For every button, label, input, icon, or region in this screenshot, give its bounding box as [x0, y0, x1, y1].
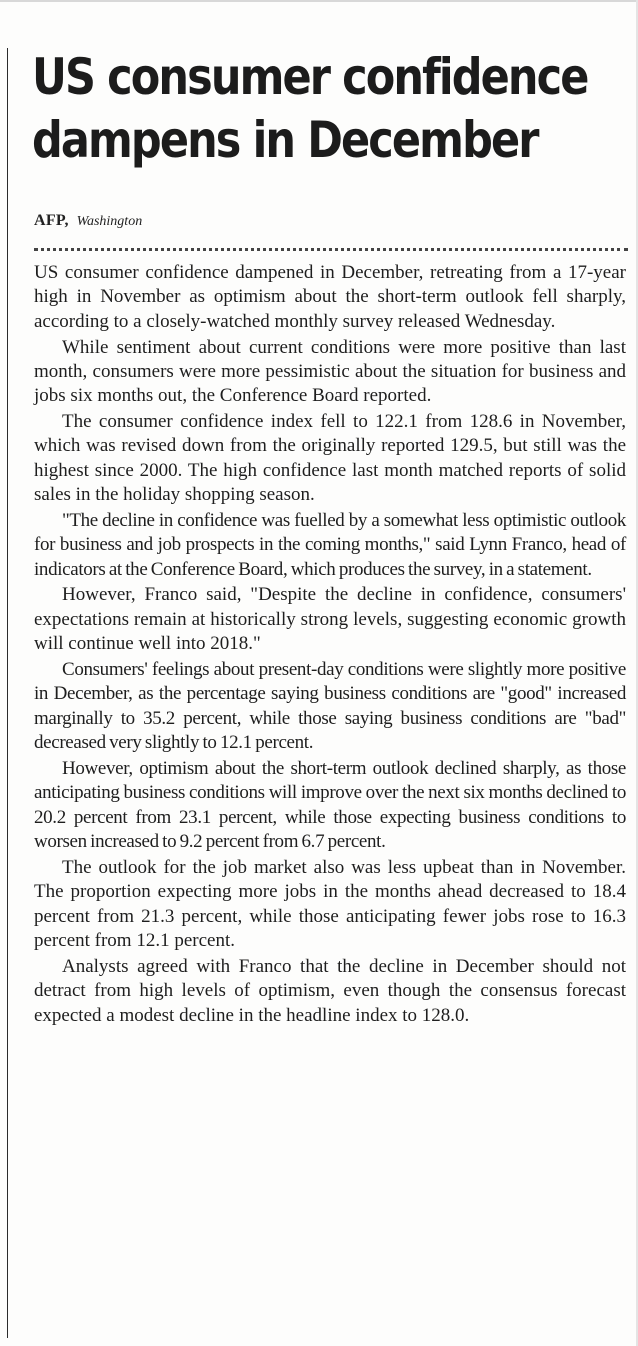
article-paragraph-4: "The decline in confidence was fuelled by a somewhat less optimistic outlook for business and job prospects in the coming months," said Lynn Franco, head of indicators at the Conference Board, which produces the survey, in a statement.: [34, 509, 626, 580]
article-paragraph-3: The consumer confidence index fell to 122.1 from 128.6 in November, which was revised down from the originally reported 129.5, but still was the highest since 2000. The high confidence last month matched reports of solid sales in the holiday shopping season.: [34, 411, 626, 506]
article-paragraph-9: Analysts agreed with Franco that the decline in December should not detract from high levels of optimism, even though the consensus forecast expected a modest decline in the headline index to 128.0.: [34, 955, 626, 1026]
headline-line-1: US consumer confidence: [32, 48, 588, 106]
article-paragraph-1: US consumer confidence dampened in December, retreating from a 17-year high in November as optimism about the short-term outlook fell sharply, according to a closely-watched monthly survey released Wednesday.: [34, 262, 626, 332]
dotted-separator: [34, 248, 628, 251]
headline: [32, 46, 588, 172]
byline-city: Washington: [76, 214, 143, 229]
article-paragraph-5: However, Franco said, "Despite the decline in confidence, consumers' expectations remain at historically strong levels, suggesting economic growth will continue well into 2018.": [34, 584, 626, 655]
column-rule: [7, 48, 8, 1338]
top-edge: [0, 0, 638, 2]
article-paragraph-8: The outlook for the job market also was less upbeat than in November. The proportion expecting more jobs in the months ahead decreased to 18.4 percent from 21.3 percent, while those anticipating fewer jobs rose to 16.3 percent from 12.1 percent.: [34, 856, 626, 952]
article-paragraph-7: However, optimism about the short-term outlook declined sharply, as those anticipating business conditions will improve over the next six months declined to 20.2 percent from 23.1 percent, while those expecting business conditions to worsen increased to 9.2 percent from 6.7 percent.: [34, 757, 626, 853]
article-paragraph-6: Consumers' feelings about present-day conditions were slightly more positive in December, as the percentage saying business conditions are "good" increased marginally to 35.2 percent, while those saying business conditions are "bad" decreased very slightly to 12.1 percent.: [34, 658, 626, 754]
article-paragraph-2: While sentiment about current conditions were more positive than last month, consumers were more pessimistic about the situation for business and jobs six months out, the Conference Board reported.: [34, 336, 626, 407]
byline-agency: AFP,: [34, 212, 69, 229]
article-body: [34, 261, 626, 1029]
byline: [34, 212, 142, 230]
headline-line-2: dampens in December: [32, 111, 538, 169]
